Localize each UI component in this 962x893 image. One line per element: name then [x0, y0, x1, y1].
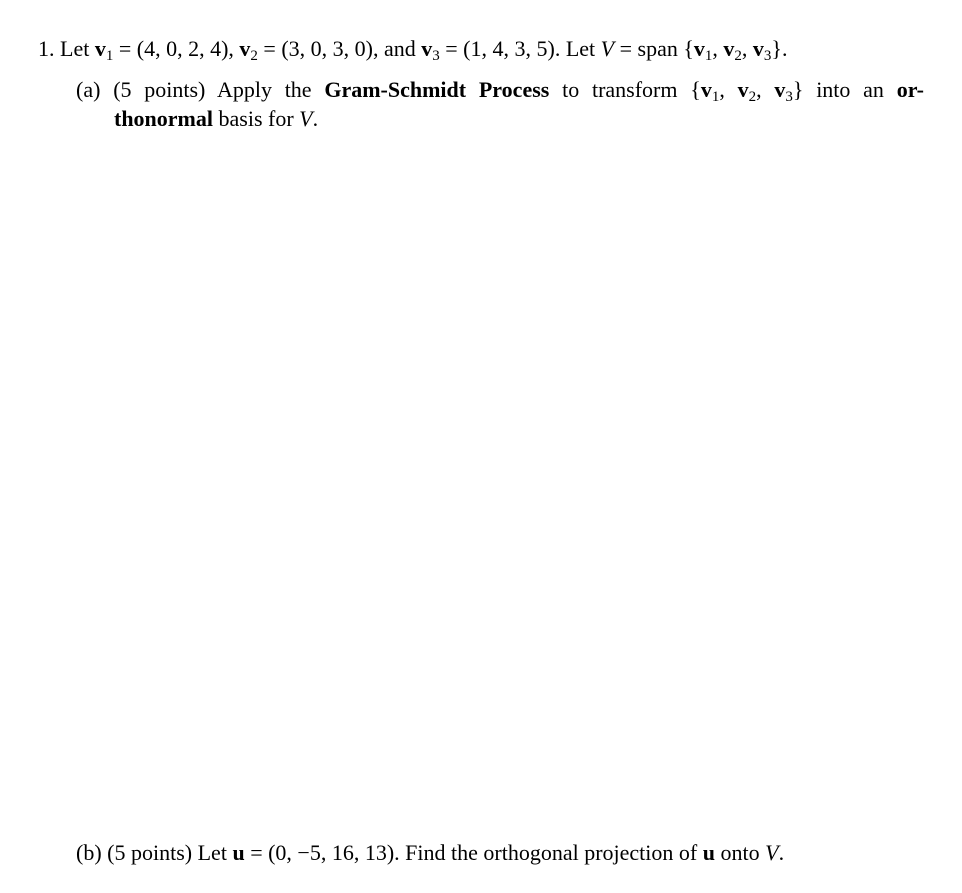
vector-u-ref: u	[702, 840, 715, 865]
part-b: (b) (5 points) Let u = (0, −5, 16, 13). Find the orthogonal projection of u onto V.	[76, 840, 785, 865]
vector-v1: v1	[94, 36, 114, 64]
vector-v2: v2	[239, 36, 258, 64]
gram-schmidt-term: Gram-Schmidt Process	[324, 77, 550, 102]
problem-number: 1.	[38, 36, 55, 61]
let-word: Let	[60, 36, 90, 61]
part-a-points: (5 points)	[113, 77, 206, 102]
v1-value: (4, 0, 2, 4),	[136, 36, 234, 61]
vector-set: {v1, v2, v3}	[690, 77, 804, 105]
let-word-2: Let	[565, 36, 596, 61]
part-b-points: (5 points)	[107, 840, 193, 865]
subspace-V: V	[600, 36, 615, 61]
v3-value: (1, 4, 3, 5).	[463, 36, 561, 61]
part-a-continuation: thonormal basis for V.	[114, 106, 319, 131]
u-value: (0, −5, 16, 13).	[268, 840, 400, 865]
span-expression: span {v1, v2, v3}.	[637, 36, 788, 64]
part-a: (a) (5 points) Apply the Gram-Schmidt Process to transform {v1, v2, v3} into an or-	[76, 77, 924, 105]
subspace-V-ref-b: V.	[765, 840, 785, 865]
vector-v3: v3	[421, 36, 440, 64]
problem-statement: 1. Let v1 = (4, 0, 2, 4), v2 = (3, 0, 3, 0), and v3 = (1, 4, 3, 5). Let V = span {v1, v2, v3}.	[38, 36, 788, 64]
vector-u: u	[232, 840, 245, 865]
v2-value: (3, 0, 3, 0), and	[281, 36, 416, 61]
part-b-label: (b)	[76, 840, 102, 865]
orthonormal-term-end: thonormal	[114, 106, 213, 131]
orthonormal-term-start: or-	[896, 77, 924, 102]
part-a-label: (a)	[76, 77, 101, 102]
subspace-V-ref: V.	[299, 106, 319, 131]
